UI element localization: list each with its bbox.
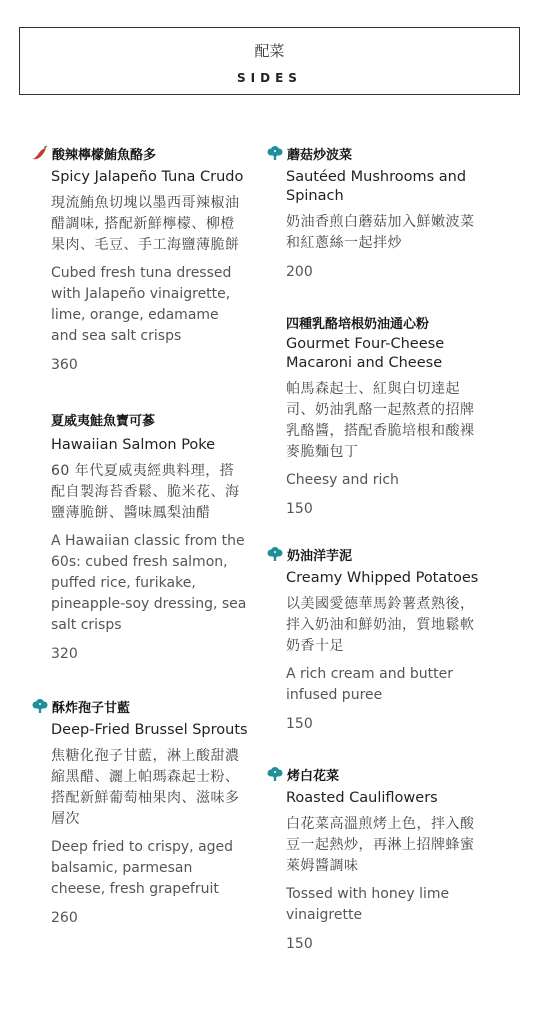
item-name-zh: 蘑菇炒波菜: [287, 147, 353, 163]
item-name-en: Creamy Whipped Potatoes: [286, 570, 479, 586]
item-name-zh: 酸辣檸檬鮪魚酪多: [52, 147, 157, 163]
left-column: [30, 142, 248, 927]
menu-item-whipped-potatoes: [265, 543, 485, 733]
item-description-en: A rich cream and butter infused puree: [286, 666, 454, 703]
item-description-zh: 以美國愛德華馬鈴薯煮熟後，拌入奶油和鮮奶油，質地鬆軟奶香十足: [286, 596, 475, 654]
item-description-zh: 60 年代夏威夷經典料理，搭配自製海苔香鬆、脆米花、海鹽薄脆餅、醬味鳳梨油醋: [51, 463, 240, 521]
item-name-en: Gourmet Four-Cheese Macaroni and Cheese: [286, 336, 445, 371]
item-price: 150: [286, 936, 313, 952]
item-description-en: A Hawaiian classic from the 60s: cubed fresh salmon, puffed rice, furikake, pineapple-soy dressing, sea salt crisps: [51, 533, 247, 633]
item-description-zh: 現流鮪魚切塊以墨西哥辣椒油醋調味, 搭配新鮮檸檬、柳橙果肉、毛豆、手工海鹽薄脆餅: [51, 195, 240, 253]
section-title-zh: 配菜: [254, 42, 285, 60]
item-name-zh: 酥炸孢子甘藍: [52, 700, 131, 716]
vegetarian-broccoli-icon: [265, 544, 285, 564]
item-price: 320: [51, 646, 78, 662]
item-name-zh: 烤白花菜: [287, 768, 340, 784]
menu-item-brussel-sprouts: [30, 695, 248, 927]
item-description-en: Cubed fresh tuna dressed with Jalapeño vinaigrette, lime, orange, edamame and sea salt crisps: [51, 265, 232, 344]
section-title-en: SIDES: [237, 71, 302, 85]
item-price: 360: [51, 357, 78, 373]
menu-item-tuna-crudo: [30, 142, 248, 374]
item-name-en: Deep-Fried Brussel Sprouts: [51, 722, 248, 738]
item-name-zh: 奶油洋芋泥: [287, 548, 353, 564]
item-description-zh: 帕馬森起士、紅與白切達起司、奶油乳酪一起熬煮的招牌乳酪醬，搭配香脆培根和酸裸麥脆麵包丁: [286, 381, 475, 460]
item-description-en: Tossed with honey lime vinaigrette: [286, 886, 450, 923]
item-description-zh: 奶油香煎白蘑菇加入鮮嫩波菜和紅蔥絲一起拌炒: [286, 214, 475, 251]
item-description-zh: 焦糖化孢子甘藍，淋上酸甜濃縮黑醋、灑上帕瑪森起士粉、搭配新鮮葡萄柚果肉、滋味多層次: [51, 748, 240, 827]
menu-item-salmon-poke: [30, 408, 248, 663]
vegetarian-broccoli-icon: [30, 696, 50, 716]
chili-pepper-icon: [30, 143, 50, 163]
menu-item-mac-and-cheese: [265, 311, 485, 518]
item-price: 150: [286, 501, 313, 517]
item-name-en: Sautéed Mushrooms and Spinach: [286, 169, 467, 204]
item-price: 200: [286, 264, 313, 280]
section-header: [19, 27, 520, 95]
vegetarian-broccoli-icon: [265, 764, 285, 784]
item-description-zh: 白花菜高溫煎烤上色，拌入酸豆一起熱炒，再淋上招牌蜂蜜萊姆醬調味: [286, 816, 475, 874]
item-price: 260: [51, 910, 78, 926]
item-name-zh: 夏威夷鮭魚寶可蔘: [51, 413, 156, 429]
item-description-en: Cheesy and rich: [286, 472, 399, 488]
menu-item-roasted-cauliflowers: [265, 763, 485, 953]
menu-item-mushrooms-spinach: [265, 142, 485, 281]
item-name-en: Roasted Cauliflowers: [286, 790, 438, 806]
item-name-zh: 四種乳酪培根奶油通心粉: [286, 316, 430, 332]
item-name-en: Spicy Jalapeño Tuna Crudo: [51, 169, 244, 185]
item-price: 150: [286, 716, 313, 732]
item-description-en: Deep fried to crispy, aged balsamic, parmesan cheese, fresh grapefruit: [51, 839, 234, 897]
item-name-en: Hawaiian Salmon Poke: [51, 437, 216, 453]
right-column: [265, 142, 485, 953]
vegetarian-broccoli-icon: [265, 143, 285, 163]
